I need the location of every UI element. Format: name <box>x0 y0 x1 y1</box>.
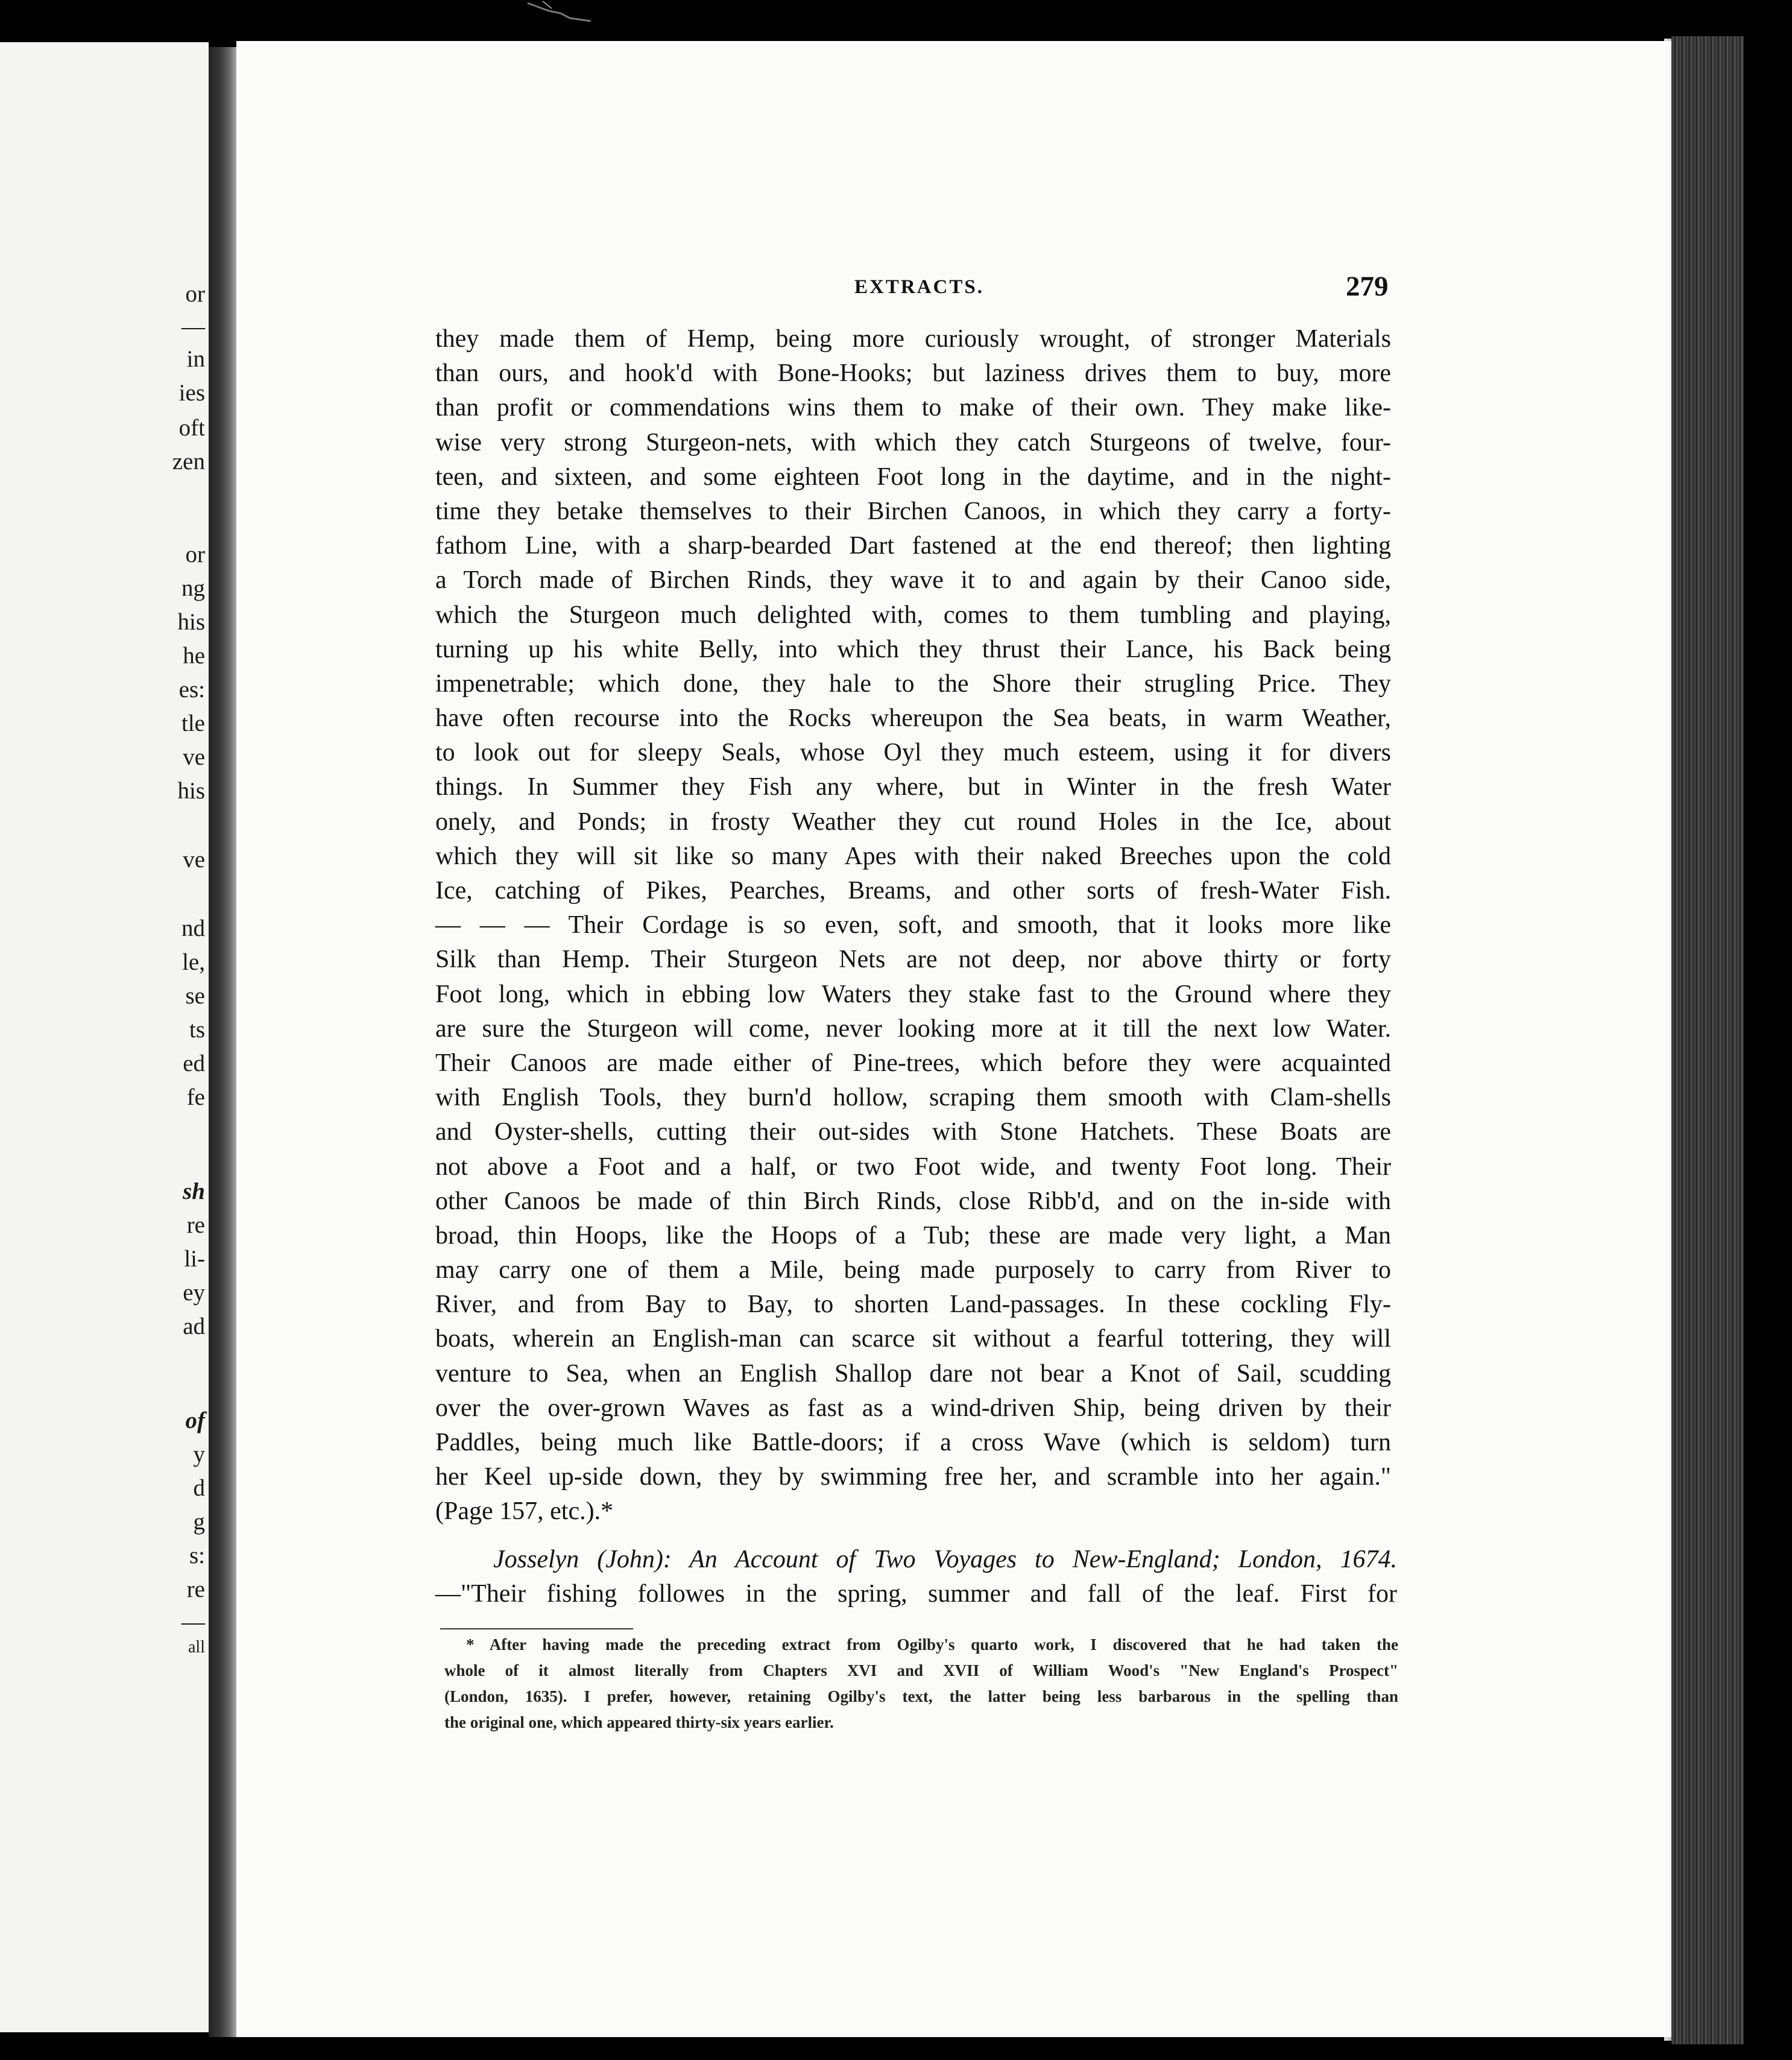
left-fragment: ed <box>183 1051 205 1076</box>
footnote-line: the original one, which appeared thirty-six years earlier. <box>444 1713 834 1731</box>
text-line: River, and from Bay to Bay, to shorten Land-passages. In these cockling Fly- <box>435 1291 1391 1319</box>
book-gutter <box>209 47 239 2037</box>
text-line: Silk than Hemp. Their Sturgeon Nets are not deep, nor above thirty or forty <box>435 946 1391 974</box>
left-fragment: ng <box>181 575 205 601</box>
left-fragment: ies <box>178 380 205 406</box>
footnote-line: * After having made the preceding extract from Ogilby's quarto work, I discovered that he had taken the <box>466 1635 1398 1654</box>
left-fragment: his <box>177 609 205 635</box>
text-line: over the over-grown Waves as fast as a wind-driven Ship, being driven by their <box>435 1394 1391 1422</box>
left-fragment: es: <box>178 677 205 703</box>
left-fragment: nd <box>181 915 205 941</box>
left-fragment: all <box>188 1638 205 1657</box>
text-line: turning up his white Belly, into which they thrust their Lance, his Back being <box>435 635 1391 663</box>
text-line: Foot long, which in ebbing low Waters they stake fast to the Ground where they <box>435 980 1391 1008</box>
text-line: and Oyster-shells, cutting their out-sides with Stone Hatchets. These Boats are <box>435 1118 1391 1146</box>
text-line: are sure the Sturgeon will come, never looking more at it till the next low Water. <box>435 1014 1391 1043</box>
text-line: broad, thin Hoops, like the Hoops of a Tub; these are made very light, a Man <box>435 1221 1391 1250</box>
text-line: onely, and Ponds; in frosty Weather they cut round Holes in the Ice, about <box>435 807 1391 836</box>
running-head <box>236 270 1671 306</box>
left-fragment: re <box>186 1576 205 1602</box>
left-facing-page <box>0 42 209 2032</box>
footnote-line: (London, 1635). I prefer, however, retaining Ogilby's text, the latter being less barbarous in the spelling than <box>444 1687 1398 1705</box>
left-fragment: zen <box>172 449 205 475</box>
left-fragment: or <box>185 281 205 307</box>
entry-heading: Josselyn (John): An Account of Two Voyages to New-England; London, 1674. <box>493 1546 1397 1573</box>
left-fragment: le, <box>182 949 205 975</box>
left-fragment: y <box>193 1441 205 1467</box>
text-line: have often recourse into the Rocks whereupon the Sea beats, in warm Weather, <box>435 704 1391 733</box>
left-fragment: ve <box>183 847 205 873</box>
text-line: may carry one of them a Mile, being made purposely to carry from River to <box>435 1256 1391 1284</box>
left-fragment: re <box>186 1212 205 1238</box>
text-line: a Torch made of Birchen Rinds, they wave it to and again by their Canoo side, <box>435 566 1391 595</box>
text-line: venture to Sea, when an English Shallop dare not bear a Knot of Sail, scudding <box>435 1359 1391 1388</box>
left-fragment: — <box>181 1609 205 1635</box>
footnote <box>444 1632 1398 1736</box>
left-fragment: in <box>186 346 205 372</box>
text-line: teen, and sixteen, and some eighteen Foot long in the daytime, and in the night- <box>435 463 1391 491</box>
text-line: — — — Their Cordage is so even, soft, and smooth, that it looks more like <box>435 911 1391 940</box>
left-fragment: he <box>183 643 205 669</box>
left-fragment: of <box>185 1408 205 1433</box>
text-line: with English Tools, they burn'd hollow, scraping them smooth with Clam-shells <box>435 1084 1391 1112</box>
left-fragment: sh <box>183 1178 205 1204</box>
scan-smudge-mark <box>525 0 597 24</box>
running-head-title: EXTRACTS. <box>854 276 984 298</box>
left-fragment: ey <box>183 1280 205 1306</box>
left-page-text-fragments <box>0 42 209 2032</box>
text-line: boats, wherein an English-man can scarce sit without a fearful tottering, they will <box>435 1325 1391 1353</box>
page-stack-edge <box>1671 36 1744 2044</box>
entry-first-line: —"Their fishing followes in the spring, summer and fall of the leaf. First for <box>435 1580 1397 1608</box>
text-line: wise very strong Sturgeon-nets, with which they catch Sturgeons of twelve, four- <box>435 428 1391 457</box>
text-line: they made them of Hemp, being more curiously wrought, of stronger Materials <box>435 325 1391 353</box>
text-line: to look out for sleepy Seals, whose Oyl they much esteem, using it for divers <box>435 739 1391 767</box>
text-line: than ours, and hook'd with Bone-Hooks; but laziness drives them to buy, more <box>435 359 1391 388</box>
left-fragment: d <box>193 1475 205 1501</box>
text-line: Paddles, being much like Battle-doors; if a cross Wave (which is seldom) turn <box>435 1429 1391 1456</box>
main-page <box>236 41 1671 2037</box>
text-line: time they betake themselves to their Birchen Canoos, in which they carry a forty- <box>435 497 1391 525</box>
page-number: 279 <box>1346 271 1389 302</box>
text-line: not above a Foot and a half, or two Foot wide, and twenty Foot long. Their <box>435 1152 1391 1181</box>
text-line: Their Canoos are made either of Pine-trees, which before they were acquainted <box>435 1049 1391 1077</box>
left-fragment: tle <box>181 710 205 736</box>
bibliography-entry <box>435 1543 1397 1611</box>
text-line: things. In Summer they Fish any where, but in Winter in the fresh Water <box>435 773 1391 801</box>
left-fragment: — <box>181 314 205 340</box>
text-line: other Canoos be made of thin Birch Rinds, close Ribb'd, and on the in-side with <box>435 1187 1391 1215</box>
left-fragment: ad <box>183 1313 205 1339</box>
left-fragment: se <box>185 983 205 1009</box>
left-fragment: s: <box>189 1543 205 1569</box>
text-line: than profit or commendations wins them to make of their own. They make like- <box>435 394 1391 422</box>
left-fragment: ts <box>189 1017 205 1043</box>
extract-body-text <box>435 322 1391 1529</box>
text-line: which they will sit like so many Apes with their naked Breeches upon the cold <box>435 842 1391 870</box>
text-line: fathom Line, with a sharp-bearded Dart fastened at the end thereof; then lighting <box>435 532 1391 560</box>
left-fragment: oft <box>178 415 205 441</box>
text-line: Ice, catching of Pikes, Pearches, Breams, and other sorts of fresh-Water Fish. <box>435 877 1391 905</box>
footnote-line: whole of it almost literally from Chapters XVI and XVII of William Wood's "New England's Prospect" <box>444 1661 1398 1679</box>
left-fragment: ve <box>183 744 205 770</box>
text-line: (Page 157, etc.).* <box>435 1497 614 1526</box>
text-line: impenetrable; which done, they hale to the Shore their strugling Price. They <box>435 669 1391 698</box>
text-line: her Keel up-side down, they by swimming free her, and scramble into her again." <box>435 1463 1391 1491</box>
left-fragment: g <box>193 1509 205 1535</box>
left-fragment: fe <box>186 1084 205 1110</box>
left-fragment: li- <box>184 1246 205 1272</box>
footnote-rule <box>440 1628 633 1629</box>
left-fragment: or <box>185 542 205 567</box>
left-fragment: his <box>177 778 205 804</box>
text-line: which the Sturgeon much delighted with, comes to them tumbling and playing, <box>435 601 1391 629</box>
